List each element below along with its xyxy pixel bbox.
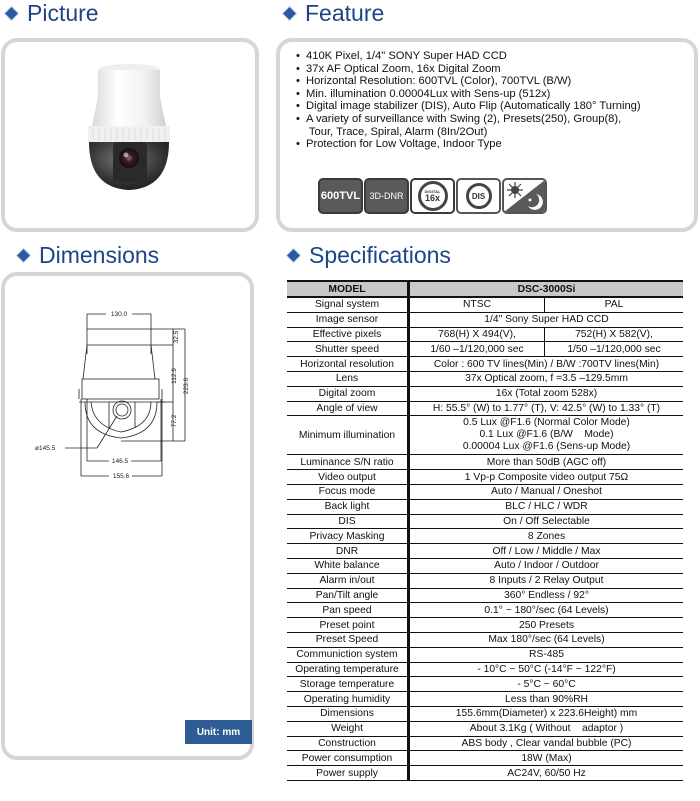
- spec-value-multiline: [409, 416, 684, 455]
- spec-label: Lens: [287, 371, 409, 386]
- spec-label: Operating temperature: [287, 662, 409, 677]
- spec-value: Color : 600 TV lines(Min) / B/W :700TV lines(Min): [409, 357, 684, 372]
- spec-label: Privacy Masking: [287, 529, 409, 544]
- spec-label: DNR: [287, 544, 409, 559]
- feature-item: • Horizontal Resolution: 600TVL (Color), 700TVL (B/W): [296, 75, 641, 88]
- digital-zoom-badge-icon: [410, 178, 455, 214]
- 3d-dnr-badge-icon: [364, 178, 409, 214]
- spec-label: Weight: [287, 721, 409, 736]
- spec-value: Off / Low / Middle / Max: [409, 544, 684, 559]
- table-row: [287, 736, 683, 751]
- diamond-bullet-icon: [5, 7, 18, 20]
- spec-label: Luminance S/N ratio: [287, 455, 409, 470]
- unit-badge: Unit: mm: [185, 720, 252, 744]
- table-row: [287, 618, 683, 633]
- table-row: [287, 357, 683, 372]
- dim-total-height: 223.6: [183, 377, 190, 395]
- table-row: [287, 386, 683, 401]
- spec-label: Horizontal resolution: [287, 357, 409, 372]
- dis-label: DIS: [471, 191, 486, 201]
- spec-label: Pan/Tilt angle: [287, 588, 409, 603]
- dim-top-width: 130.0: [110, 311, 128, 318]
- spec-value: 18W (Max): [409, 751, 684, 766]
- table-row: [287, 470, 683, 485]
- table-row: [287, 706, 683, 721]
- spec-label: DIS: [287, 514, 409, 529]
- feature-item: • 37x AF Optical Zoom, 16x Digital Zoom: [296, 63, 641, 76]
- table-row: [287, 416, 683, 455]
- table-row: [287, 603, 683, 618]
- table-row: [287, 721, 683, 736]
- specifications-heading: [284, 242, 451, 268]
- table-row: [287, 544, 683, 559]
- spec-label: Construction: [287, 736, 409, 751]
- table-row: [287, 632, 683, 647]
- spec-value: 8 Zones: [409, 529, 684, 544]
- table-row: [287, 342, 683, 357]
- spec-value-line: 0.5 Lux @F1.6 (Normal Color Mode): [463, 417, 630, 429]
- table-row: [287, 297, 683, 312]
- digital-label: DIGITAL: [424, 188, 441, 194]
- spec-label: Image sensor: [287, 312, 409, 327]
- table-row: [287, 484, 683, 499]
- spec-value: 16x (Total zoom 528x): [409, 386, 684, 401]
- spec-value: More than 50dB (AGC off): [409, 455, 684, 470]
- spec-value: - 5°C ~ 60°C: [409, 677, 684, 692]
- spec-label: Back light: [287, 499, 409, 514]
- spec-label: Angle of view: [287, 401, 409, 416]
- spec-value: 0.1° ~ 180°/sec (64 Levels): [409, 603, 684, 618]
- spec-label: Communiction system: [287, 647, 409, 662]
- feature-item: • Min. illumination 0.00004Lux with Sens-up (512x): [296, 88, 641, 101]
- spec-ntsc-value: 768(H) X 494(V),: [409, 327, 545, 342]
- spec-value: - 10°C ~ 50°C (-14°F ~ 122°F): [409, 662, 684, 677]
- table-row: [287, 647, 683, 662]
- table-row: [287, 499, 683, 514]
- picture-title: Picture: [27, 0, 99, 26]
- spec-label: White balance: [287, 558, 409, 573]
- spec-value-line: 0.00004 Lux @F1.6 (Sens-up Mode): [462, 441, 631, 453]
- table-row: [287, 662, 683, 677]
- spec-label: Shutter speed: [287, 342, 409, 357]
- table-row: [287, 514, 683, 529]
- dis-badge-icon: [456, 178, 501, 214]
- spec-label: Dimensions: [287, 706, 409, 721]
- dimensions-heading: [14, 242, 159, 268]
- spec-value: H: 55.5° (W) to 1.77° (T), V: 42.5° (W) to 1.33° (T): [409, 401, 684, 416]
- 600tvl-label: 600TVL: [320, 190, 361, 202]
- spec-value: 1 Vp-p Composite video output 75Ω: [409, 470, 684, 485]
- spec-value: RS-485: [409, 647, 684, 662]
- spec-pal-value: 1/50 –1/120,000 sec: [545, 342, 684, 357]
- spec-value: 360° Endless / 92°: [409, 588, 684, 603]
- diamond-bullet-icon: [287, 249, 300, 262]
- spec-label: Signal system: [287, 297, 409, 312]
- spec-label: Focus mode: [287, 484, 409, 499]
- dim-bottom-height: 77.2: [171, 414, 178, 428]
- spec-value: About 3.1Kg ( Without adaptor ): [409, 721, 684, 736]
- spec-label: Digital zoom: [287, 386, 409, 401]
- 3d-dnr-label: 3D-DNR: [369, 191, 404, 201]
- spec-pal-value: 752(H) X 582(V),: [545, 327, 684, 342]
- dim-top-height: 32.5: [173, 330, 180, 344]
- table-header-row: [287, 281, 683, 297]
- feature-item: • A variety of surveillance with Swing (2), Presets(250), Group(8), Tour, Trace, Spiral, Alarm (8In/2Out): [296, 113, 641, 138]
- spec-value: 155.6mm(Diameter) x 223.6Height) mm: [409, 706, 684, 721]
- diamond-bullet-icon: [17, 249, 30, 262]
- picture-heading: [2, 0, 99, 26]
- spec-label: Power consumption: [287, 751, 409, 766]
- spec-label: Operating humidity: [287, 692, 409, 707]
- table-row: [287, 573, 683, 588]
- feature-badges: [318, 178, 547, 214]
- spec-ntsc-value: NTSC: [409, 297, 545, 312]
- spec-pal-value: PAL: [545, 297, 684, 312]
- dimensions-title: Dimensions: [39, 241, 160, 268]
- spec-value: BLC / HLC / WDR: [409, 499, 684, 514]
- table-row: [287, 751, 683, 766]
- feature-list: [296, 50, 641, 151]
- table-row: [287, 401, 683, 416]
- table-row: [287, 312, 683, 327]
- dimension-drawing: [5, 276, 250, 506]
- spec-value: Less than 90%RH: [409, 692, 684, 707]
- spec-label: Alarm in/out: [287, 573, 409, 588]
- spec-value-line: 0.1 Lux @F1.6 (B/W Mode): [479, 429, 614, 441]
- spec-label: Storage temperature: [287, 677, 409, 692]
- spec-value: On / Off Selectable: [409, 514, 684, 529]
- dim-mid-height: 112.9: [171, 368, 178, 384]
- diamond-bullet-icon: [283, 7, 296, 20]
- table-row: [287, 327, 683, 342]
- table-row: [287, 677, 683, 692]
- spec-label: Effective pixels: [287, 327, 409, 342]
- day-night-badge-icon: [502, 178, 547, 214]
- table-row: [287, 558, 683, 573]
- feature-item: • 410K Pixel, 1/4" SONY Super HAD CCD: [296, 50, 641, 63]
- specifications-title: Specifications: [309, 241, 451, 268]
- spec-value: 1/4" Sony Super HAD CCD: [409, 312, 684, 327]
- feature-item: • Protection for Low Voltage, Indoor Type: [296, 138, 641, 151]
- spec-ntsc-value: 1/60 –1/120,000 sec: [409, 342, 545, 357]
- spec-value: Auto / Indoor / Outdoor: [409, 558, 684, 573]
- feature-panel: [276, 38, 698, 232]
- specifications-table: [287, 280, 683, 781]
- dim-inner-width: 146.5: [111, 458, 129, 465]
- feature-title: Feature: [305, 0, 385, 26]
- feature-heading: [280, 0, 384, 26]
- table-row: [287, 766, 683, 781]
- table-row: [287, 588, 683, 603]
- spec-value: 250 Presets: [409, 618, 684, 633]
- header-model-label: MODEL: [287, 281, 409, 297]
- picture-panel: [1, 38, 259, 232]
- spec-label: Power supply: [287, 766, 409, 781]
- dimensions-panel: [1, 272, 254, 760]
- spec-label: Video output: [287, 470, 409, 485]
- spec-value: ABS body , Clear vandal bubble (PC): [409, 736, 684, 751]
- dim-dome-diameter: ø145.5: [35, 445, 56, 452]
- table-row: [287, 455, 683, 470]
- spec-label: Preset point: [287, 618, 409, 633]
- spec-label: Minimum illumination: [287, 416, 409, 455]
- dim-outer-width: 155.6: [112, 473, 130, 480]
- 600tvl-badge-icon: [318, 178, 363, 214]
- spec-value: 37x Optical zoom, f =3.5 –129.5mm: [409, 371, 684, 386]
- table-row: [287, 692, 683, 707]
- spec-value: AC24V, 60/50 Hz: [409, 766, 684, 781]
- spec-value: Max 180°/sec (64 Levels): [409, 632, 684, 647]
- table-row: [287, 529, 683, 544]
- header-model-value: DSC-3000Si: [409, 281, 684, 297]
- spec-label: Preset Speed: [287, 632, 409, 647]
- spec-label: Pan speed: [287, 603, 409, 618]
- spec-value: 8 Inputs / 2 Relay Output: [409, 573, 684, 588]
- spec-value: Auto / Manual / Oneshot: [409, 484, 684, 499]
- digital-zoom-label: 16x: [424, 192, 441, 203]
- feature-item: • Digital image stabilizer (DIS), Auto Flip (Automatically 180° Turning): [296, 100, 641, 113]
- camera-photo: [5, 42, 255, 228]
- table-row: [287, 371, 683, 386]
